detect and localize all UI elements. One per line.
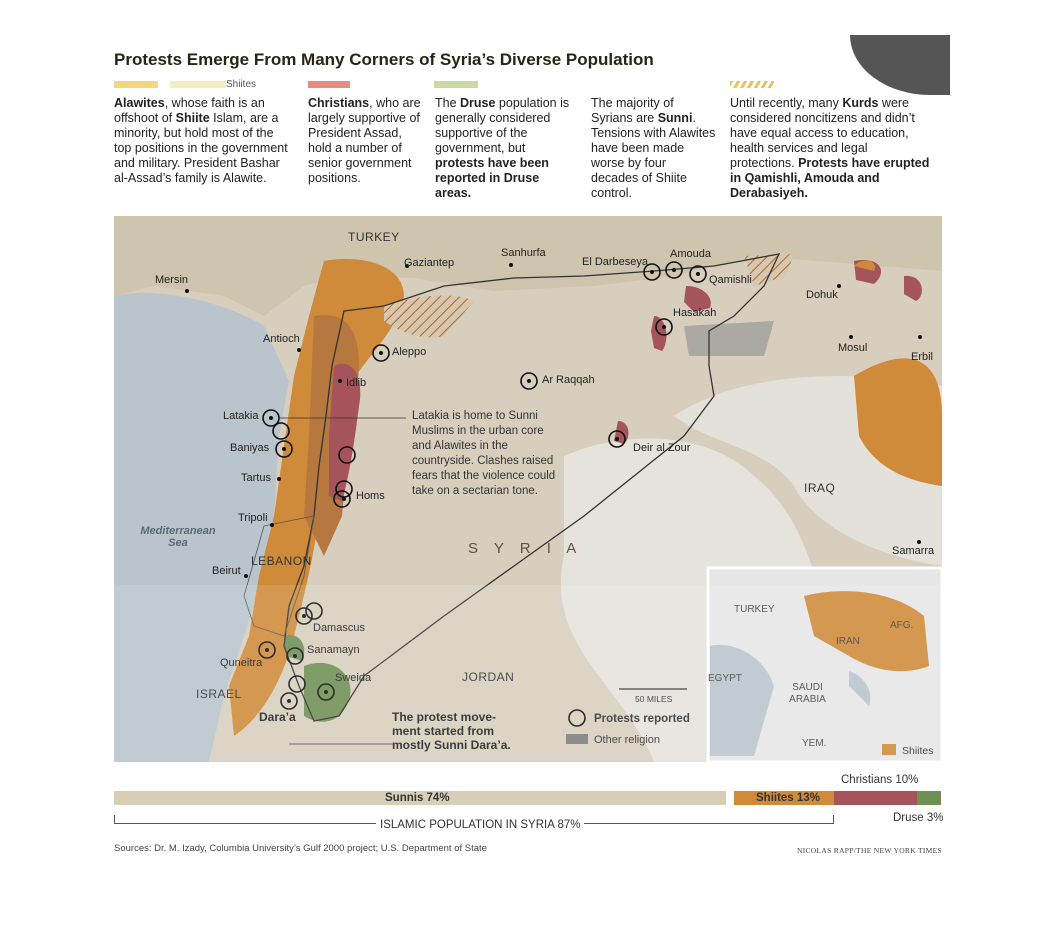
inset-label-afg: AFG.	[890, 620, 914, 631]
shiites-swatch	[170, 81, 226, 88]
label-syria: S Y R I A	[468, 540, 583, 557]
inset-label-egypt: EGYPT	[708, 673, 742, 684]
inset-shiite-legend-swatch	[882, 744, 896, 755]
credit-line: NICOLAS RAPP/THE NEW YORK TIMES	[796, 846, 942, 855]
protests-legend-label: Protests reported	[594, 713, 690, 725]
label-homs: Homs	[356, 490, 385, 502]
inset-label-shiites: Shiites	[902, 745, 934, 757]
label-qamishli: Qamishli	[709, 274, 752, 286]
label-beirut: Beirut	[212, 565, 241, 577]
druse-bar	[917, 791, 941, 805]
inset-label-turkey: TURKEY	[734, 604, 775, 615]
label-antioch: Antioch	[263, 333, 300, 345]
label-ar-raqqah: Ar Raqqah	[542, 374, 595, 386]
christians-bar	[834, 791, 917, 805]
other-religion-area	[684, 321, 774, 356]
label-sanhurfa: Sanhurfa	[501, 247, 546, 259]
label-deir-al-zour: Deir al Zour	[633, 442, 691, 454]
islamic-share-label: ISLAMIC POPULATION IN SYRIA 87%	[376, 819, 584, 831]
label-idlib: Idlib	[346, 377, 367, 389]
shiites-share-label: Shiites 13%	[756, 792, 820, 804]
christians-description: Christians, who are largely supportive of President Assad, hold a number of senior government positions.	[308, 96, 421, 185]
label-lebanon: LEBANON	[251, 554, 312, 568]
label-daraa: Dara’a	[259, 710, 296, 724]
druse-share-label: Druse 3%	[893, 812, 944, 824]
label-gaziantep: Gaziantep	[404, 257, 455, 269]
label-tripoli: Tripoli	[238, 512, 268, 524]
label-israel: ISRAEL	[196, 687, 242, 701]
label-dohuk: Dohuk	[806, 289, 838, 301]
inset-label-yem: YEM.	[802, 738, 827, 749]
druse-swatch	[434, 81, 478, 88]
inset-map	[708, 568, 942, 762]
label-el-darbeseya: El Darbeseya	[582, 256, 649, 268]
shiites-legend-label: Shiites	[226, 79, 257, 90]
label-turkey: TURKEY	[348, 230, 400, 244]
christians-swatch	[308, 81, 350, 88]
label-iraq: IRAQ	[804, 481, 836, 495]
inset-label-iran: IRAN	[836, 636, 860, 647]
label-baniyas: Baniyas	[230, 442, 270, 454]
sunni-description: The majority of Syrians are Sunni. Tensions with Alawites have been made worse by four decades of Shiite control.	[591, 96, 716, 200]
sunnis-share-label: Sunnis 74%	[385, 792, 450, 804]
label-quneitra: Quneitra	[220, 657, 263, 669]
label-sanamayn: Sanamayn	[307, 644, 360, 656]
infographic-panel	[108, 35, 950, 858]
label-amouda: Amouda	[670, 248, 711, 260]
kurds-swatch	[730, 81, 774, 88]
other-religion-legend-label: Other religion	[594, 734, 661, 746]
label-aleppo: Aleppo	[392, 346, 427, 358]
inset-label-saudi: SAUDI ARABIA	[789, 682, 826, 705]
alawites-swatch	[114, 81, 158, 88]
label-sweida: Sweida	[335, 672, 372, 684]
page-title: Protests Emerge From Many Corners of Syria’s Diverse Population	[114, 50, 654, 69]
label-jordan: JORDAN	[462, 670, 515, 684]
christians-share-label: Christians 10%	[841, 774, 919, 786]
other-religion-legend-swatch	[566, 734, 588, 744]
label-latakia: Latakia	[223, 410, 259, 422]
label-erbil: Erbil	[911, 351, 934, 363]
label-damascus: Damascus	[313, 622, 365, 634]
kurds-description: Until recently, many Kurds were considered noncitizens and didn’t have equal access to education, health services and legal protections. Protests have erupted in Qamishli, Amouda and Derabasiyeh.	[730, 96, 930, 200]
daraa-note: The protest move- ment started from mostly Sunni Dara’a.	[392, 710, 511, 752]
label-samarra: Samarra	[892, 545, 935, 557]
label-hasakah: Hasakah	[673, 307, 717, 319]
latakia-note: Latakia is home to Sunni Muslims in the urban core and Alawites in the countryside. Clashes raised fears that the violence could take on a sectarian tone.	[412, 410, 556, 497]
scale-label: 50 MILES	[635, 694, 673, 704]
label-mersin: Mersin	[155, 274, 189, 286]
label-mediterranean-sea: Mediterranean Sea	[140, 525, 216, 549]
sources-note: Sources: Dr. M. Izady, Columbia University’s Gulf 2000 project; U.S. Department of State	[114, 843, 487, 854]
label-tartus: Tartus	[241, 472, 271, 484]
label-mosul: Mosul	[838, 342, 868, 354]
druse-description: The Druse population is generally considered supportive of the government, but protests have been reported in Druse areas.	[435, 96, 570, 200]
alawites-description: Alawites, whose faith is an offshoot of Shiite Islam, are a minority, but hold most of the top positions in the government and military. President Bashar al-Assad’s family is Alawite.	[114, 96, 288, 185]
